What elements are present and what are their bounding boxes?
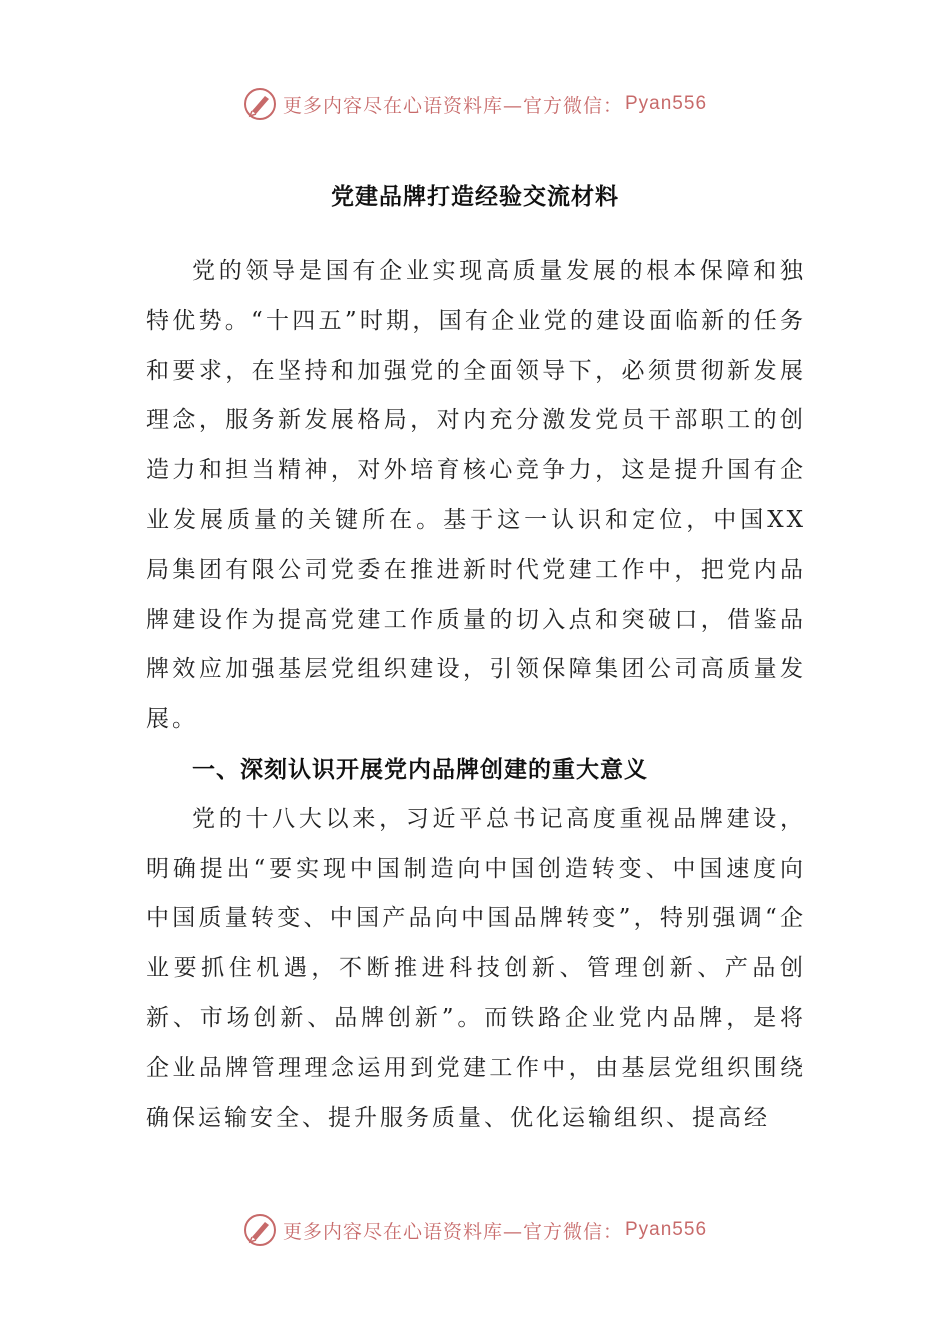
header-banner-text: 更多内容尽在心语资料库—官方微信： xyxy=(282,94,623,117)
paragraph-intro: 党的领导是国有企业实现高质量发展的根本保障和独特优势。“十四五”时期，国有企业党的建设面临新的任务和要求，在坚持和加强党的全面领导下，必须贯彻新发展理念，服务新发展格局，对内充分激发党员干部职工的创造力和担当精神，对外培育核心竞争力，这是提升国有企业发展质量的关键所在。基于这一认识和定位，中国XX局集团有限公司党委在推进新时代党建工作中，把党内品牌建设作为提高党建工作质量的切入点和突破口，借鉴品牌效应加强基层党组织建设，引领保障集团公司高质量发展。 xyxy=(146,258,806,733)
footer-wechat-id: Pyan556 xyxy=(625,1219,708,1240)
section-heading-1: 一、深刻认识开展党内品牌创建的重大意义 xyxy=(192,755,648,783)
paragraph-section-1: 党的十八大以来，习近平总书记高度重视品牌建设，明确提出“要实现中国制造向中国创造转变、中国速度向中国质量转变、中国产品向中国品牌转变”，特别强调“企业要抓住机遇，不断推进科技创新、管理创新、产品创新、市场创新、品牌创新”。而铁路企业党内品牌，是将企业品牌管理理念运用到党建工作中，由基层党组织围绕确保运输安全、提升服务质量、优化运输组织、提高经 xyxy=(146,805,806,1131)
header-banner xyxy=(0,84,950,124)
pen-logo-icon xyxy=(243,1213,277,1247)
pen-logo-icon xyxy=(243,87,277,121)
footer-banner xyxy=(0,1210,950,1250)
document-body xyxy=(146,247,806,1143)
footer-banner-text: 更多内容尽在心语资料库—官方微信： xyxy=(282,1220,623,1243)
header-wechat-id: Pyan556 xyxy=(625,93,708,114)
document-title: 党建品牌打造经验交流材料 xyxy=(331,183,619,210)
